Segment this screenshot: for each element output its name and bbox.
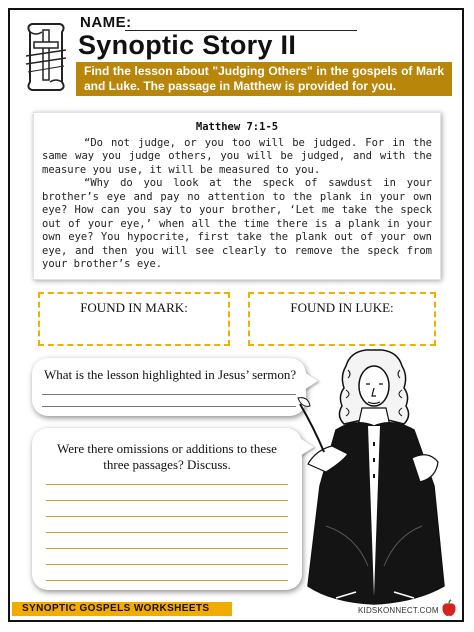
name-label: NAME:: [80, 14, 132, 31]
found-in-mark-box[interactable]: [38, 292, 230, 346]
judge-illustration-icon: [296, 346, 454, 608]
found-in-mark-label: FOUND IN MARK:: [80, 300, 188, 315]
scripture-paragraph: “Why do you look at the speck of sawdust in your brother’s eye and pay no attention to the plank in your own eye? How can you say to your brother, ‘Let me take the speck out of your eye,’ when all the time there is a plank in your own eye? You hypocrite, first take the plank out of your own eye, and then you will see clearly to remove the speck from your brother’s eye.: [42, 177, 432, 270]
scripture-reference: Matthew 7:1-5: [195, 121, 279, 133]
found-in-luke-box[interactable]: [248, 292, 436, 346]
scroll-cross-logo-icon: [22, 16, 70, 98]
answer-line[interactable]: [42, 406, 296, 407]
answer-line[interactable]: [46, 500, 288, 501]
question-lesson: What is the lesson highlighted in Jesus’ sermon?: [44, 367, 297, 382]
scripture-paragraph: “Do not judge, or you too will be judged. For in the same way you judge others, you will be judged, and with the measure you use, it will be measured to you.: [42, 136, 432, 176]
question-discuss-line: Were there omissions or additions to these: [57, 441, 277, 456]
question-bubble-lesson: [32, 358, 306, 416]
footer-banner: SYNOPTIC GOSPELS WORKSHEETS: [12, 602, 232, 616]
question-bubble-discuss: [32, 428, 302, 590]
question-discuss: [32, 441, 302, 473]
answer-line[interactable]: [46, 484, 288, 485]
apple-logo-icon: [441, 599, 457, 617]
scripture-card: [33, 112, 441, 280]
answer-line[interactable]: [46, 516, 288, 517]
question-discuss-line: three passages? Discuss.: [103, 457, 231, 472]
found-in-luke-label: FOUND IN LUKE:: [290, 300, 394, 315]
answer-line[interactable]: [46, 564, 288, 565]
answer-line[interactable]: [46, 580, 288, 581]
page-title: Synoptic Story II: [78, 30, 297, 60]
instructions-banner: Find the lesson about "Judging Others" in the gospels of Mark and Luke. The passage in Matthew is provided for you.: [76, 62, 452, 96]
answer-line[interactable]: [42, 394, 296, 395]
answer-line[interactable]: [46, 532, 288, 533]
answer-line[interactable]: [46, 548, 288, 549]
site-label: KIDSKONNECT.COM: [358, 606, 439, 615]
